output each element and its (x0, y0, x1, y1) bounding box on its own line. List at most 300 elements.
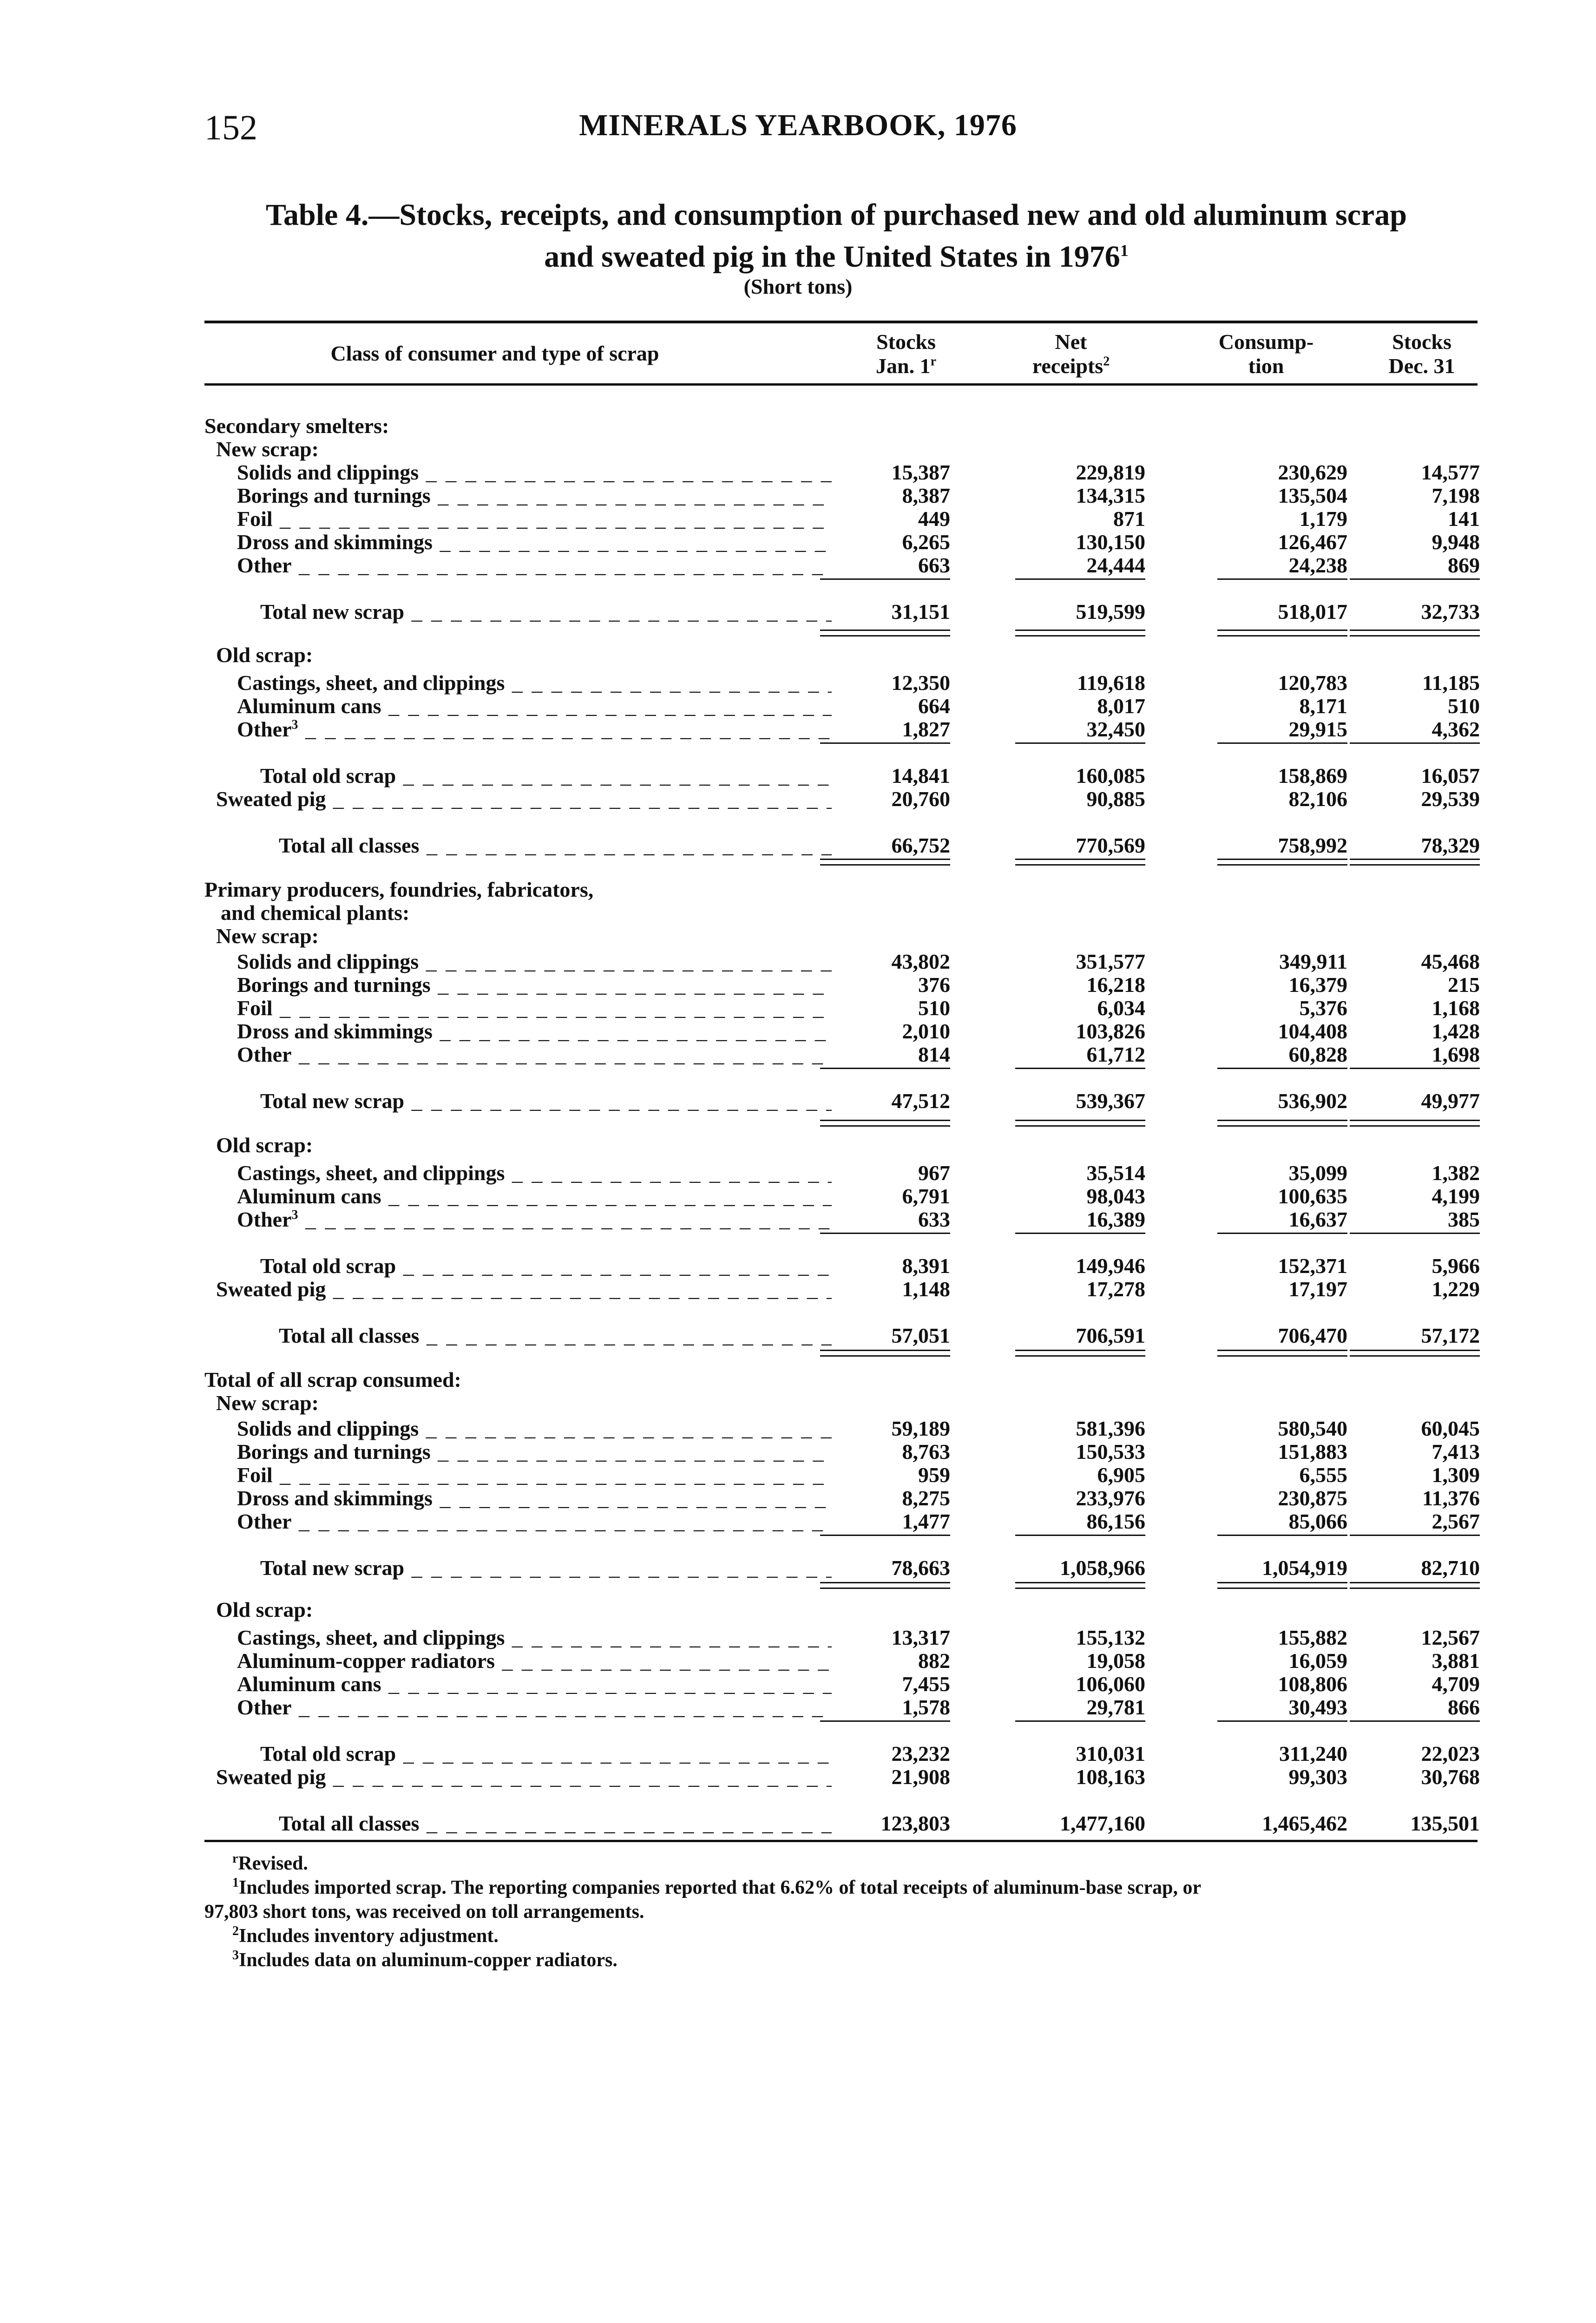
row-label: New scrap: (216, 437, 319, 461)
table-row (0, 1440, 1596, 1463)
total-double-rule (820, 864, 950, 866)
cell-value: 349,911 (1279, 950, 1347, 973)
cell-value: 60,045 (1421, 1417, 1480, 1440)
row-label: Solids and clippings _ _ _ (237, 461, 832, 484)
cell-value: 29,539 (1421, 787, 1480, 811)
row-label: Dross and skimmings _ _ _ (237, 531, 832, 554)
subtotal-rule (1350, 1233, 1480, 1234)
row-label: Castings, sheet, and clippings _ _ _ (237, 671, 832, 695)
row-label: Dross and skimmings _ _ _ (237, 1020, 832, 1043)
cell-value: 6,905 (1097, 1463, 1145, 1487)
row-label: New scrap: (216, 1391, 319, 1415)
table-row (0, 1812, 1596, 1835)
table-unit: (Short tons) (743, 275, 853, 298)
row-label: Total old scrap _ _ _ (260, 1254, 832, 1278)
cell-value: 57,172 (1421, 1324, 1480, 1347)
column-header-consumption: Consump- tion (1218, 330, 1314, 378)
row-label: Castings, sheet, and clippings _ _ _ (237, 1162, 832, 1185)
cell-value: 12,350 (891, 671, 950, 695)
cell-value: 1,477,160 (1060, 1811, 1145, 1835)
row-label: Total new scrap _ _ _ (260, 600, 832, 623)
cell-value: 12,567 (1421, 1626, 1480, 1649)
cell-value: 24,444 (1086, 553, 1145, 577)
cell-value: 4,199 (1432, 1184, 1480, 1208)
row-label: Sweated pig _ _ _ (216, 1278, 832, 1301)
cell-value: 8,387 (902, 484, 950, 507)
cell-value: 100,635 (1278, 1184, 1347, 1208)
cell-value: 8,763 (902, 1440, 950, 1463)
table-row (0, 1487, 1596, 1510)
row-label: Total all classes _ _ _ (279, 1812, 832, 1835)
row-label: Old scrap: (216, 1598, 313, 1621)
row-label: Other _ _ _ (237, 554, 832, 577)
table-row (0, 1185, 1596, 1208)
cell-value: 155,882 (1278, 1626, 1347, 1649)
table-row (0, 925, 1596, 948)
table-row (0, 1765, 1596, 1789)
table-row (0, 1254, 1596, 1278)
total-double-rule (1350, 635, 1480, 637)
cell-value: 8,171 (1299, 694, 1347, 718)
cell-value: 1,477 (902, 1509, 950, 1533)
cell-value: 230,875 (1278, 1486, 1347, 1510)
subtotal-rule (1350, 1068, 1480, 1069)
total-double-rule (1015, 1120, 1145, 1121)
subtotal-rule (1350, 1535, 1480, 1536)
subtotal-rule (1350, 578, 1480, 580)
row-label: and chemical plants: (221, 901, 410, 925)
table-row (0, 1089, 1596, 1113)
table-bottom-rule (204, 1840, 1478, 1842)
running-title: MINERALS YEARBOOK, 1976 (579, 108, 1017, 142)
total-double-rule (1350, 1588, 1480, 1589)
cell-value: 152,371 (1278, 1254, 1347, 1278)
cell-value: 6,791 (902, 1184, 950, 1208)
row-label: Solids and clippings _ _ _ (237, 1417, 832, 1440)
total-double-rule (1015, 1355, 1145, 1357)
cell-value: 30,493 (1288, 1695, 1347, 1719)
cell-value: 351,577 (1076, 950, 1145, 973)
total-double-rule (1217, 1582, 1347, 1583)
table-row (0, 950, 1596, 973)
cell-value: 866 (1448, 1695, 1480, 1719)
subtotal-rule (1217, 1720, 1347, 1722)
row-label: Sweated pig _ _ _ (216, 1765, 832, 1789)
total-double-rule (1350, 630, 1480, 631)
cell-value: 45,468 (1421, 950, 1480, 973)
cell-value: 581,396 (1076, 1417, 1145, 1440)
cell-value: 141 (1448, 507, 1480, 531)
cell-value: 21,908 (891, 1765, 950, 1789)
table-row (0, 695, 1596, 718)
cell-value: 11,185 (1422, 671, 1480, 695)
total-double-rule (1015, 1125, 1145, 1127)
table-row (0, 1742, 1596, 1765)
row-label: Total all classes _ _ _ (279, 1324, 832, 1347)
table-row (0, 1417, 1596, 1440)
table-row (0, 531, 1596, 554)
cell-value: 90,885 (1086, 787, 1145, 811)
cell-value: 869 (1448, 553, 1480, 577)
subtotal-rule (1015, 742, 1145, 744)
column-header-class: Class of consumer and type of scrap (330, 341, 659, 365)
subtotal-rule (1015, 1720, 1145, 1722)
cell-value: 14,841 (891, 764, 950, 787)
footnotes (204, 1851, 1478, 1972)
table-row (0, 1324, 1596, 1347)
cell-value: 967 (918, 1161, 950, 1185)
cell-value: 510 (918, 996, 950, 1020)
cell-value: 135,501 (1410, 1811, 1480, 1835)
cell-value: 78,663 (891, 1556, 950, 1580)
table-row (0, 1134, 1596, 1157)
table-row (0, 1208, 1596, 1231)
footnote-1-continued: 97,803 short tons, was received on toll arrangements. (204, 1901, 644, 1923)
cell-value: 2,010 (902, 1019, 950, 1043)
total-double-rule (820, 1350, 950, 1351)
table-title-line-2: and sweated pig in the United States in 1976$^1$ (544, 240, 1129, 274)
subtotal-rule (1015, 1068, 1145, 1069)
cell-value: 150,533 (1076, 1440, 1145, 1463)
row-label: Foil _ _ _ (237, 507, 832, 531)
total-double-rule (820, 1125, 950, 1127)
cell-value: 664 (918, 694, 950, 718)
cell-value: 24,238 (1288, 553, 1347, 577)
row-label: New scrap: (216, 924, 319, 948)
subtotal-rule (1350, 742, 1480, 744)
cell-value: 13,317 (891, 1626, 950, 1649)
table-row (0, 1463, 1596, 1487)
row-label: Other _ _ _ (237, 1510, 832, 1533)
total-double-rule (1217, 630, 1347, 631)
cell-value: 1,382 (1432, 1161, 1480, 1185)
total-double-rule (1217, 859, 1347, 860)
cell-value: 31,151 (891, 600, 950, 623)
cell-value: 8,017 (1097, 694, 1145, 718)
total-double-rule (1015, 864, 1145, 866)
cell-value: 215 (1448, 973, 1480, 997)
cell-value: 510 (1448, 694, 1480, 718)
row-label: Other$^3$ _ _ _ (237, 1208, 832, 1231)
footnote-2: $^2$Includes inventory adjustment. (232, 1924, 499, 1947)
table-row (0, 1598, 1596, 1621)
cell-value: 1,229 (1432, 1277, 1480, 1301)
cell-value: 30,768 (1421, 1765, 1480, 1789)
cell-value: 155,132 (1076, 1626, 1145, 1649)
total-double-rule (1217, 1588, 1347, 1589)
cell-value: 9,948 (1432, 530, 1480, 554)
cell-value: 15,387 (891, 460, 950, 484)
total-double-rule (820, 630, 950, 631)
table-row (0, 764, 1596, 787)
column-header-stocks-jan: Stocks Jan. 1$^r$ (875, 330, 937, 378)
cell-value: 35,099 (1288, 1161, 1347, 1185)
cell-value: 7,413 (1432, 1440, 1480, 1463)
row-label: Primary producers, foundries, fabricators, (204, 878, 594, 901)
footnote-3: $^3$Includes data on aluminum-copper radiators. (232, 1948, 617, 1971)
cell-value: 8,275 (902, 1486, 950, 1510)
cell-value: 7,198 (1432, 484, 1480, 507)
row-label: Borings and turnings _ _ _ (237, 973, 832, 997)
subtotal-rule (1217, 1233, 1347, 1234)
cell-value: 14,577 (1421, 460, 1480, 484)
cell-value: 4,362 (1432, 717, 1480, 741)
cell-value: 1,309 (1432, 1463, 1480, 1487)
table-row (0, 973, 1596, 997)
total-double-rule (1217, 1355, 1347, 1357)
cell-value: 86,156 (1086, 1509, 1145, 1533)
total-double-rule (1217, 1350, 1347, 1351)
table-row (0, 1020, 1596, 1043)
total-double-rule (1015, 1588, 1145, 1589)
column-header-stocks-dec: Stocks Dec. 31 (1388, 330, 1455, 378)
subtotal-rule (820, 578, 950, 580)
cell-value: 1,148 (902, 1277, 950, 1301)
row-label: Total old scrap _ _ _ (260, 764, 832, 787)
cell-value: 16,379 (1288, 973, 1347, 997)
table-row (0, 600, 1596, 623)
cell-value: 104,408 (1278, 1019, 1347, 1043)
cell-value: 85,066 (1288, 1509, 1347, 1533)
subtotal-rule (820, 1068, 950, 1069)
cell-value: 23,232 (891, 1742, 950, 1765)
cell-value: 449 (918, 507, 950, 531)
row-label: Total new scrap _ _ _ (260, 1089, 832, 1113)
subtotal-rule (1217, 742, 1347, 744)
row-label: Foil _ _ _ (237, 1463, 832, 1487)
table-row (0, 1649, 1596, 1673)
cell-value: 17,197 (1288, 1277, 1347, 1301)
cell-value: 311,240 (1279, 1742, 1347, 1765)
cell-value: 43,802 (891, 950, 950, 973)
cell-value: 1,578 (902, 1695, 950, 1719)
cell-value: 706,591 (1076, 1324, 1145, 1347)
cell-value: 99,303 (1288, 1765, 1347, 1789)
cell-value: 385 (1448, 1207, 1480, 1231)
row-label: Total of all scrap consumed: (204, 1368, 461, 1391)
cell-value: 16,389 (1086, 1207, 1145, 1231)
cell-value: 5,376 (1299, 996, 1347, 1020)
cell-value: 17,278 (1086, 1277, 1145, 1301)
cell-value: 78,329 (1421, 833, 1480, 857)
footnote-revised: $^r$Revised. (232, 1851, 308, 1874)
cell-value: 633 (918, 1207, 950, 1231)
total-double-rule (1350, 1120, 1480, 1121)
cell-value: 1,168 (1432, 996, 1480, 1020)
cell-value: 57,051 (891, 1324, 950, 1347)
cell-value: 130,150 (1076, 530, 1145, 554)
total-double-rule (1015, 635, 1145, 637)
table-row (0, 1696, 1596, 1719)
table-row (0, 554, 1596, 577)
cell-value: 98,043 (1086, 1184, 1145, 1208)
cell-value: 1,054,919 (1262, 1556, 1347, 1580)
subtotal-rule (820, 1233, 950, 1234)
table-row (0, 901, 1596, 925)
cell-value: 11,376 (1422, 1486, 1480, 1510)
cell-value: 82,710 (1421, 1556, 1480, 1580)
total-double-rule (820, 635, 950, 637)
cell-value: 135,504 (1278, 484, 1347, 507)
table-row (0, 997, 1596, 1020)
cell-value: 6,555 (1299, 1463, 1347, 1487)
row-label: Foil _ _ _ (237, 997, 832, 1020)
cell-value: 32,733 (1421, 600, 1480, 623)
cell-value: 59,189 (891, 1417, 950, 1440)
cell-value: 536,902 (1278, 1089, 1347, 1113)
cell-value: 770,569 (1076, 833, 1145, 857)
total-double-rule (1350, 1355, 1480, 1357)
cell-value: 35,514 (1086, 1161, 1145, 1185)
subtotal-rule (1217, 1535, 1347, 1536)
table-top-rule (204, 321, 1478, 323)
cell-value: 29,781 (1086, 1695, 1145, 1719)
cell-value: 882 (918, 1649, 950, 1673)
total-double-rule (1350, 1125, 1480, 1127)
cell-value: 151,883 (1278, 1440, 1347, 1463)
cell-value: 108,806 (1278, 1672, 1347, 1696)
cell-value: 5,966 (1432, 1254, 1480, 1278)
row-label: Aluminum cans _ _ _ (237, 1673, 832, 1696)
total-double-rule (1350, 1582, 1480, 1583)
cell-value: 229,819 (1076, 460, 1145, 484)
cell-value: 1,179 (1299, 507, 1347, 531)
cell-value: 103,826 (1076, 1019, 1145, 1043)
table-row (0, 834, 1596, 857)
row-label: Aluminum-copper radiators _ _ _ (237, 1649, 832, 1673)
row-label: Other _ _ _ (237, 1696, 832, 1719)
total-double-rule (1217, 1125, 1347, 1127)
cell-value: 16,057 (1421, 764, 1480, 787)
table-row (0, 507, 1596, 531)
cell-value: 7,455 (902, 1672, 950, 1696)
total-double-rule (1015, 859, 1145, 860)
cell-value: 29,915 (1288, 717, 1347, 741)
cell-value: 519,599 (1076, 600, 1145, 623)
cell-value: 2,567 (1432, 1509, 1480, 1533)
total-double-rule (1217, 864, 1347, 866)
subtotal-rule (1015, 1535, 1145, 1536)
cell-value: 106,060 (1076, 1672, 1145, 1696)
total-double-rule (1217, 1120, 1347, 1121)
table-row (0, 1368, 1596, 1391)
total-double-rule (1015, 1582, 1145, 1583)
cell-value: 580,540 (1278, 1417, 1347, 1440)
cell-value: 61,712 (1086, 1043, 1145, 1066)
subtotal-rule (1015, 1233, 1145, 1234)
table-row (0, 643, 1596, 667)
cell-value: 16,059 (1288, 1649, 1347, 1673)
cell-value: 3,881 (1432, 1649, 1480, 1673)
row-label: Sweated pig _ _ _ (216, 787, 832, 811)
table-row (0, 1626, 1596, 1649)
table-row (0, 718, 1596, 741)
cell-value: 16,637 (1288, 1207, 1347, 1231)
cell-value: 108,163 (1076, 1765, 1145, 1789)
table-row (0, 1278, 1596, 1301)
cell-value: 123,803 (880, 1811, 950, 1835)
table-row (0, 1673, 1596, 1696)
row-label: Borings and turnings _ _ _ (237, 484, 832, 507)
cell-value: 158,869 (1278, 764, 1347, 787)
subtotal-rule (1217, 1068, 1347, 1069)
cell-value: 160,085 (1076, 764, 1145, 787)
footnote-1: $^1$Includes imported scrap. The reporting companies reported that 6.62% of total receipts of aluminum-base scrap, or (232, 1876, 1202, 1898)
row-label: Old scrap: (216, 643, 313, 667)
total-double-rule (1350, 864, 1480, 866)
cell-value: 6,034 (1097, 996, 1145, 1020)
column-header-net-receipts: Net receipts$^2$ (1032, 330, 1110, 378)
cell-value: 814 (918, 1043, 950, 1066)
cell-value: 1,058,966 (1060, 1556, 1145, 1580)
cell-value: 959 (918, 1463, 950, 1487)
cell-value: 871 (1113, 507, 1145, 531)
table-row (0, 438, 1596, 461)
total-double-rule (1350, 1350, 1480, 1351)
cell-value: 539,367 (1076, 1089, 1145, 1113)
cell-value: 706,470 (1278, 1324, 1347, 1347)
cell-value: 233,976 (1076, 1486, 1145, 1510)
table-row (0, 461, 1596, 484)
total-double-rule (1350, 859, 1480, 860)
cell-value: 310,031 (1076, 1742, 1145, 1765)
table-row (0, 1391, 1596, 1415)
cell-value: 126,467 (1278, 530, 1347, 554)
cell-value: 49,977 (1421, 1089, 1480, 1113)
subtotal-rule (1350, 1720, 1480, 1722)
footnote-ref: 1 (1120, 241, 1129, 260)
subtotal-rule (1015, 578, 1145, 580)
page-number: 152 (204, 108, 257, 147)
row-label: Other$^3$ _ _ _ (237, 718, 832, 741)
subtotal-rule (1217, 578, 1347, 580)
row-label: Total all classes _ _ _ (279, 834, 832, 857)
cell-value: 6,265 (902, 530, 950, 554)
cell-value: 758,992 (1278, 833, 1347, 857)
row-label: Total old scrap _ _ _ (260, 1742, 832, 1765)
cell-value: 1,698 (1432, 1043, 1480, 1066)
total-double-rule (1015, 1350, 1145, 1351)
subtotal-rule (820, 1720, 950, 1722)
cell-value: 663 (918, 553, 950, 577)
total-double-rule (820, 1588, 950, 1589)
cell-value: 119,618 (1077, 671, 1145, 695)
row-label: Secondary smelters: (204, 414, 389, 438)
table-row (0, 1162, 1596, 1185)
total-double-rule (820, 1582, 950, 1583)
total-double-rule (820, 859, 950, 860)
cell-value: 4,709 (1432, 1672, 1480, 1696)
cell-value: 8,391 (902, 1254, 950, 1278)
table-row (0, 1510, 1596, 1533)
row-label: Dross and skimmings _ _ _ (237, 1487, 832, 1510)
table-row (0, 1043, 1596, 1066)
row-label: Aluminum cans _ _ _ (237, 695, 832, 718)
cell-value: 134,315 (1076, 484, 1145, 507)
cell-value: 149,946 (1076, 1254, 1145, 1278)
table-title (204, 197, 1468, 275)
table-row (0, 484, 1596, 507)
cell-value: 376 (918, 973, 950, 997)
row-label: Borings and turnings _ _ _ (237, 1440, 832, 1463)
cell-value: 22,023 (1421, 1742, 1480, 1765)
table-row (0, 414, 1596, 438)
cell-value: 518,017 (1278, 600, 1347, 623)
total-double-rule (820, 1355, 950, 1357)
row-label: Old scrap: (216, 1133, 313, 1157)
row-label: Solids and clippings _ _ _ (237, 950, 832, 973)
cell-value: 1,428 (1432, 1019, 1480, 1043)
